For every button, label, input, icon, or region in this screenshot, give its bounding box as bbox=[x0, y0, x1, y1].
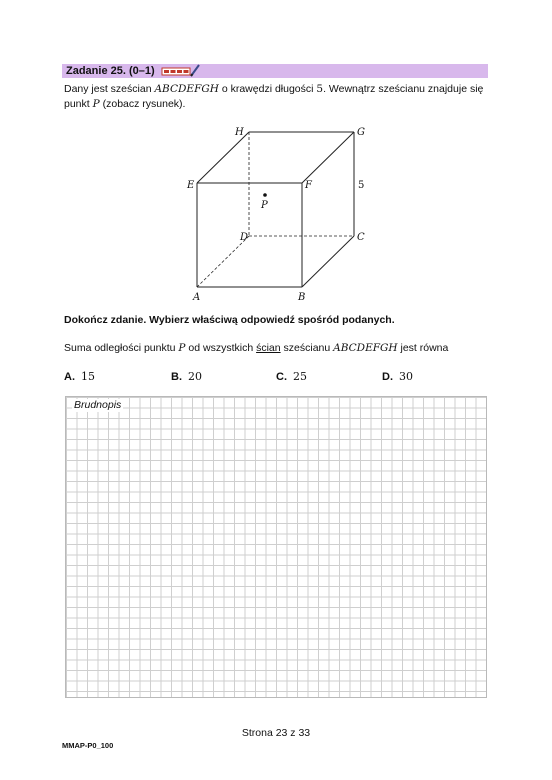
answer-value: 30 bbox=[399, 370, 413, 383]
edge-gf bbox=[302, 132, 354, 183]
edge-eh bbox=[197, 132, 249, 183]
instruction: Dokończ zdanie. Wybierz właściwą odpowiedź spośród podanych. bbox=[64, 314, 395, 326]
vertex-label-d: D bbox=[240, 232, 249, 243]
answer-letter: C. bbox=[276, 371, 287, 383]
question-text: Suma odległości punktu P od wszystkich ścian sześcianu ABCDEFGH jest równa bbox=[64, 342, 449, 354]
answer-value: 15 bbox=[81, 370, 95, 383]
answer-option-b[interactable] bbox=[171, 370, 202, 383]
scratch-area[interactable] bbox=[65, 396, 487, 698]
answer-letter: D. bbox=[382, 371, 393, 383]
intro-line-2: punkt P (zobacz rysunek). bbox=[64, 98, 186, 110]
vertex-label-e: E bbox=[187, 180, 195, 191]
answer-option-a[interactable] bbox=[64, 370, 95, 383]
task-title: Zadanie 25. (0–1) bbox=[66, 65, 155, 77]
answer-letter: B. bbox=[171, 371, 182, 383]
edge-cb bbox=[302, 236, 354, 287]
vertex-label-a: A bbox=[193, 292, 201, 303]
point-p bbox=[263, 193, 267, 197]
question-point: P bbox=[178, 342, 186, 354]
answer-letter: A. bbox=[64, 371, 75, 383]
vertex-label-f: F bbox=[305, 180, 312, 191]
answer-value: 20 bbox=[188, 370, 202, 383]
vertex-label-c: C bbox=[357, 232, 365, 243]
scratch-label: Brudnopis bbox=[74, 399, 122, 411]
answer-option-c[interactable] bbox=[276, 370, 307, 383]
answer-value: 25 bbox=[293, 370, 307, 383]
vertex-label-g: G bbox=[357, 127, 365, 138]
vertex-label-b: B bbox=[298, 292, 306, 303]
edge-length: 5 bbox=[316, 83, 324, 95]
pencil-icon bbox=[191, 65, 199, 76]
cube-figure bbox=[180, 122, 380, 307]
edge-length-label: 5 bbox=[358, 180, 365, 191]
question-cube-name: ABCDEFGH bbox=[333, 342, 398, 354]
underlined-word: ścian bbox=[256, 342, 281, 354]
answer-option-d[interactable] bbox=[382, 370, 413, 383]
cube-name: ABCDEFGH bbox=[154, 83, 219, 95]
edge-da bbox=[197, 236, 249, 287]
page-number: Strona 23 z 33 bbox=[241, 727, 311, 739]
intro-line-1: Dany jest sześcian ABCDEFGH o krawędzi długości 5. Wewnątrz sześcianu znajduje się bbox=[64, 83, 484, 95]
point-label-p: P bbox=[261, 200, 268, 211]
score-boxes-icon bbox=[161, 64, 201, 78]
point-name: P bbox=[92, 98, 100, 110]
document-code: MMAP-P0_100 bbox=[62, 741, 114, 750]
task-header bbox=[62, 64, 488, 78]
vertex-label-h: H bbox=[235, 127, 244, 138]
